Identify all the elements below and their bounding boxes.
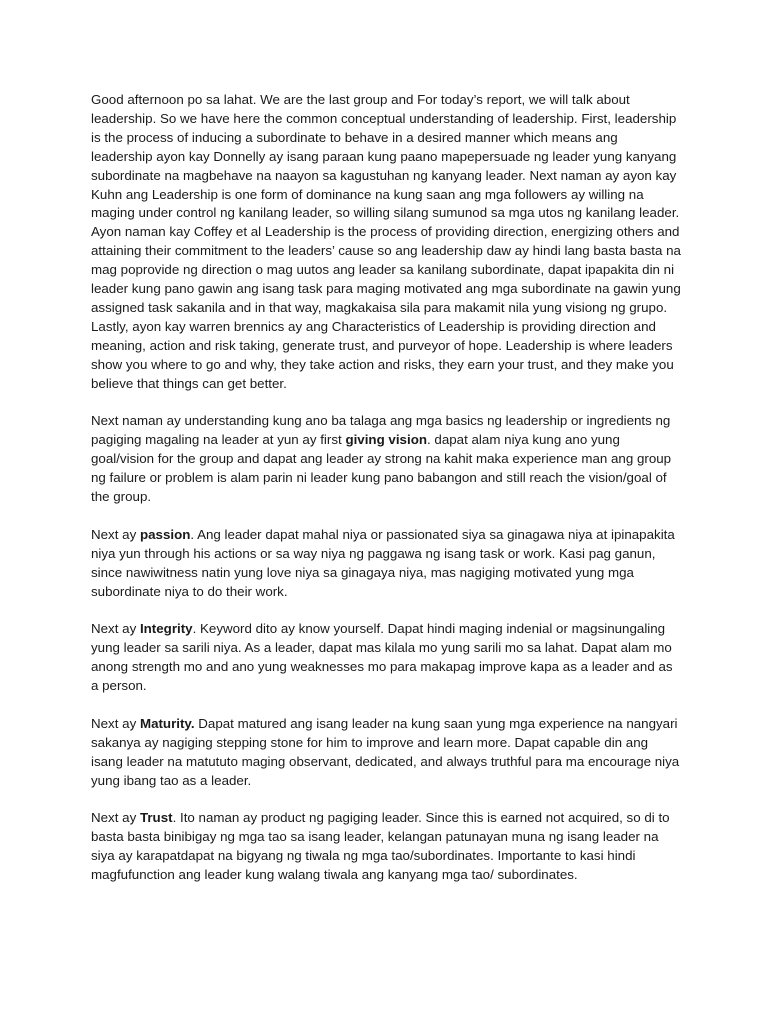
keyword-integrity: Integrity [139,621,193,637]
paragraph-text-before: Next naman ay understanding kung ano ba talaga ang mga basics ng leadership or ingredients ng pagiging magaling na leader at yun ay first [91,413,671,448]
paragraph-text-after: Dapat matured ang isang leader na kung saan yung mga experience na nangyari sakanya ay nagiging stepping stone for him to improve and learn more. Dapat capable din ang isang leader na matututo maging observant, dedicated, and always truthful para ma encourage niya yung ibang tao as a leader. [91,715,680,788]
keyword-giving-vision: giving vision [345,432,427,448]
paragraph-trust [91,809,681,885]
paragraph-text: Good afternoon po sa lahat. We are the last group and For today’s report, we will talk about leadership. So we have here the common conceptual understanding of leadership. First, leadership is the process of inducing a subordinate to behave in a desired manner which means ang leadership ayon kay Donnelly ay isang paraan kung paano mapepersuade ng leader yung kanyang subordinate na magbehave na naayon sa kagustuhan ng kanyang leader. Next naman ay ayon kay Kuhn ang Leadership is one form of dominance na kung saan ang mga followers ay willing na maging under control ng kanilang leader, so willing silang sumunod sa mga utos ng kanilang leader. Ayon naman kay Coffey et al Leadership is the process of providing direction, energizing others and attaining their commitment to the leaders’ cause so ang leadership daw ay hindi lang basta basta na mag poprovide ng direction o mag uutos ang leader sa kanilang subordinate, dapat ipapakita din ni leader kung pano gawin ang isang task para maging motivated ang mga subordinate na gawin yung assigned task sakanila and in that way, magkakaisa sila para makamit nila yung visiong ng grupo. Lastly, ayon kay warren brennics ay ang Characteristics of Leadership is providing direction and meaning, action and risk taking, generate trust, and purveyor of hope. Leadership is where leaders show you where to go and why, they take action and risks, they earn your trust, and they make you believe that things can get better. [91,92,681,391]
keyword-maturity: Maturity. [139,715,195,731]
paragraph-text-before: Next ay [91,526,140,542]
paragraph-text-before: Next ay [91,621,140,637]
paragraph-text-after: . Ang leader dapat mahal niya or passionated siya sa ginagawa niya at ipinapakita niya yun through his actions or sa way niya ng paggawa ng isang task or work. Kasi pag ganun, since nawiwitness natin yung love niya sa ginagaya niya, mas nagiging motivated yung mga subordinate niya to do their work. [91,526,675,599]
paragraph-giving-vision [91,412,681,507]
document-page [91,91,681,904]
paragraph-passion [91,526,681,602]
paragraph-text-after: . Ito naman ay product ng pagiging leader. Since this is earned not acquired, so di to basta basta binibigay ng mga tao sa isang leader, kelangan patunayan muna ng isang leader na siya ay karapatdapat na bigyang ng tiwala ng mga tao/subordinates. Importante to kasi hindi magfufunction ang leader kung walang tiwala ang kanyang mga tao/ subordinates. [91,810,670,883]
paragraph-text-before: Next ay [91,715,140,731]
paragraph-text-after: . dapat alam niya kung ano yung goal/vision for the group and dapat ang leader ay strong na kahit maka experience man ang group ng failure or problem is alam parin ni leader kung pano babangon and still reach the vision/goal of the group. [91,432,672,505]
keyword-passion: passion [139,526,191,542]
paragraph-integrity [91,620,681,696]
keyword-trust: Trust [139,810,173,826]
paragraph-maturity [91,715,681,791]
paragraph-intro [91,91,681,394]
paragraph-text-before: Next ay [91,810,140,826]
paragraph-text-after: . Keyword dito ay know yourself. Dapat hindi maging indenial or magsinungaling yung leader sa sarili niya. As a leader, dapat mas kilala mo yung sarili mo sa lahat. Dapat alam mo anong strength mo and ano yung weaknesses mo para makapag improve kapa as a leader and as a person. [91,621,673,694]
